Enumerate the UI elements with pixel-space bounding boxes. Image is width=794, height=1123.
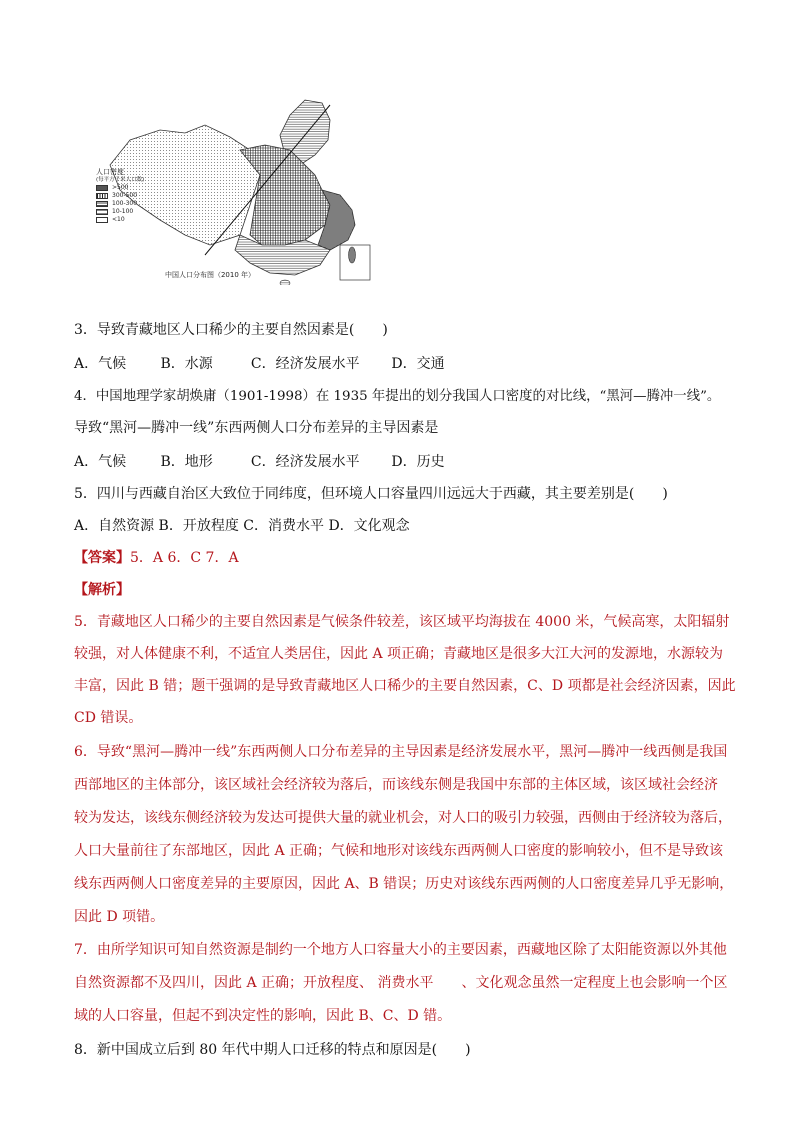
map-legend — [96, 168, 176, 224]
analysis-tag: 【解析】 — [74, 582, 130, 598]
legend-label: >500 — [112, 184, 129, 191]
option-c: C．经济发展水平 — [250, 454, 360, 470]
answer-line — [74, 548, 239, 568]
map-caption: 中国人口分布图（2010 年） — [164, 271, 256, 279]
analysis-5-line: 丰富，因此 B 错；题干强调的是导致青藏地区人口稀少的主要自然因素，C、D 项都是社会经济因素，因此 — [74, 678, 736, 694]
legend-item — [96, 200, 176, 208]
analysis-7-line: 7．由所学知识可知自然资源是制约一个地方人口容量大小的主要因素，西藏地区除了太阳能资源以外其他 — [74, 942, 727, 958]
legend-swatch — [96, 201, 108, 207]
legend-subtitle: (每平方千米人口数) — [96, 177, 145, 183]
legend-label: <10 — [112, 216, 125, 223]
legend-label: 10-100 — [112, 208, 134, 215]
option-a: A．气候 — [74, 356, 127, 372]
legend-label: 100-300 — [112, 200, 138, 207]
analysis-6-line: 6．导致“黑河—腾冲一线”东西两侧人口分布差异的主导因素是经济发展水平，黑河—腾冲一线西侧是我国 — [74, 744, 728, 760]
analysis-5-line: 较强，对人体健康不利，不适宜人类居住，因此 A 项正确；青藏地区是很多大江大河的发源地，水源较为 — [74, 646, 724, 662]
question-3-options — [74, 354, 445, 374]
option-b: B．水源 — [160, 356, 213, 372]
analysis-6-line: 西部地区的主体部分，该区域社会经济较为落后，而该线东侧是我国中东部的主体区域，该区域社会经济 — [74, 777, 718, 793]
analysis-7-line: 自然资源都不及四川，因此 A 正确；开放程度、 消费水平 、文化观念虽然一定程度上也会影响一个区 — [74, 975, 728, 991]
option-d: D．交通 — [391, 356, 445, 372]
option-a: A．气候 — [74, 454, 127, 470]
analysis-6-line: 人口大量前往了东部地区，因此 A 正确；气候和地形对该线东西两侧人口密度的影响较小，但不是导致该 — [74, 843, 724, 859]
question-5-stem: 5．四川与西藏自治区大致位于同纬度，但环境人口容量四川远远大于西藏，其主要差别是( ) — [74, 486, 668, 502]
legend-title: 人口密度 — [96, 168, 124, 176]
analysis-tag-line — [74, 580, 130, 600]
legend-swatch — [96, 185, 108, 191]
legend-item — [96, 216, 176, 224]
question-4-stem-line1: 4．中国地理学家胡焕庸（1901-1998）在 1935 年提出的划分我国人口密度的对比线，“黑河—腾冲一线”。 — [74, 389, 721, 404]
analysis-6-line: 因此 D 项错。 — [74, 909, 165, 925]
legend-item — [96, 208, 176, 216]
analysis-5-line: CD 错误。 — [74, 710, 143, 726]
answer-text: 5．A 6．C 7．A — [130, 550, 239, 566]
analysis-6-line: 线东西两侧人口密度差异的主要原因，因此 A、B 错误；历史对该线东西两侧的人口密度差异几乎无影响， — [74, 876, 734, 892]
analysis-7-line: 域的人口容量，但起不到决定性的影响，因此 B、C、D 错。 — [74, 1008, 452, 1024]
legend-item — [96, 192, 176, 200]
option-b: B．地形 — [160, 454, 213, 470]
question-5-options: A．自然资源 B．开放程度 C．消费水平 D．文化观念 — [74, 518, 410, 534]
legend-item — [96, 184, 176, 192]
question-8-stem: 8．新中国成立后到 80 年代中期人口迁移的特点和原因是( ) — [74, 1042, 471, 1058]
analysis-5-line: 5．青藏地区人口稀少的主要自然因素是气候条件较差，该区域平均海拔在 4000 米，气候高寒，太阳辐射 — [74, 614, 730, 630]
question-4-options — [74, 452, 445, 472]
option-d: D．历史 — [391, 454, 445, 470]
legend-swatch — [96, 193, 108, 199]
legend-swatch — [96, 217, 108, 223]
answer-tag: 【答案】 — [74, 550, 130, 566]
legend-label: 300-500 — [112, 192, 138, 199]
question-3-stem: 3．导致青藏地区人口稀少的主要自然因素是( ) — [74, 322, 388, 338]
option-c: C．经济发展水平 — [250, 356, 360, 372]
analysis-6-line: 较为发达，该线东侧经济较为发达可提供大量的就业机会，对人口的吸引力较强，西侧由于经济较为落后， — [74, 810, 732, 826]
legend-swatch — [96, 209, 108, 215]
question-4-stem-line2: 导致“黑河—腾冲一线”东西两侧人口分布差异的主导因素是 — [74, 420, 439, 436]
